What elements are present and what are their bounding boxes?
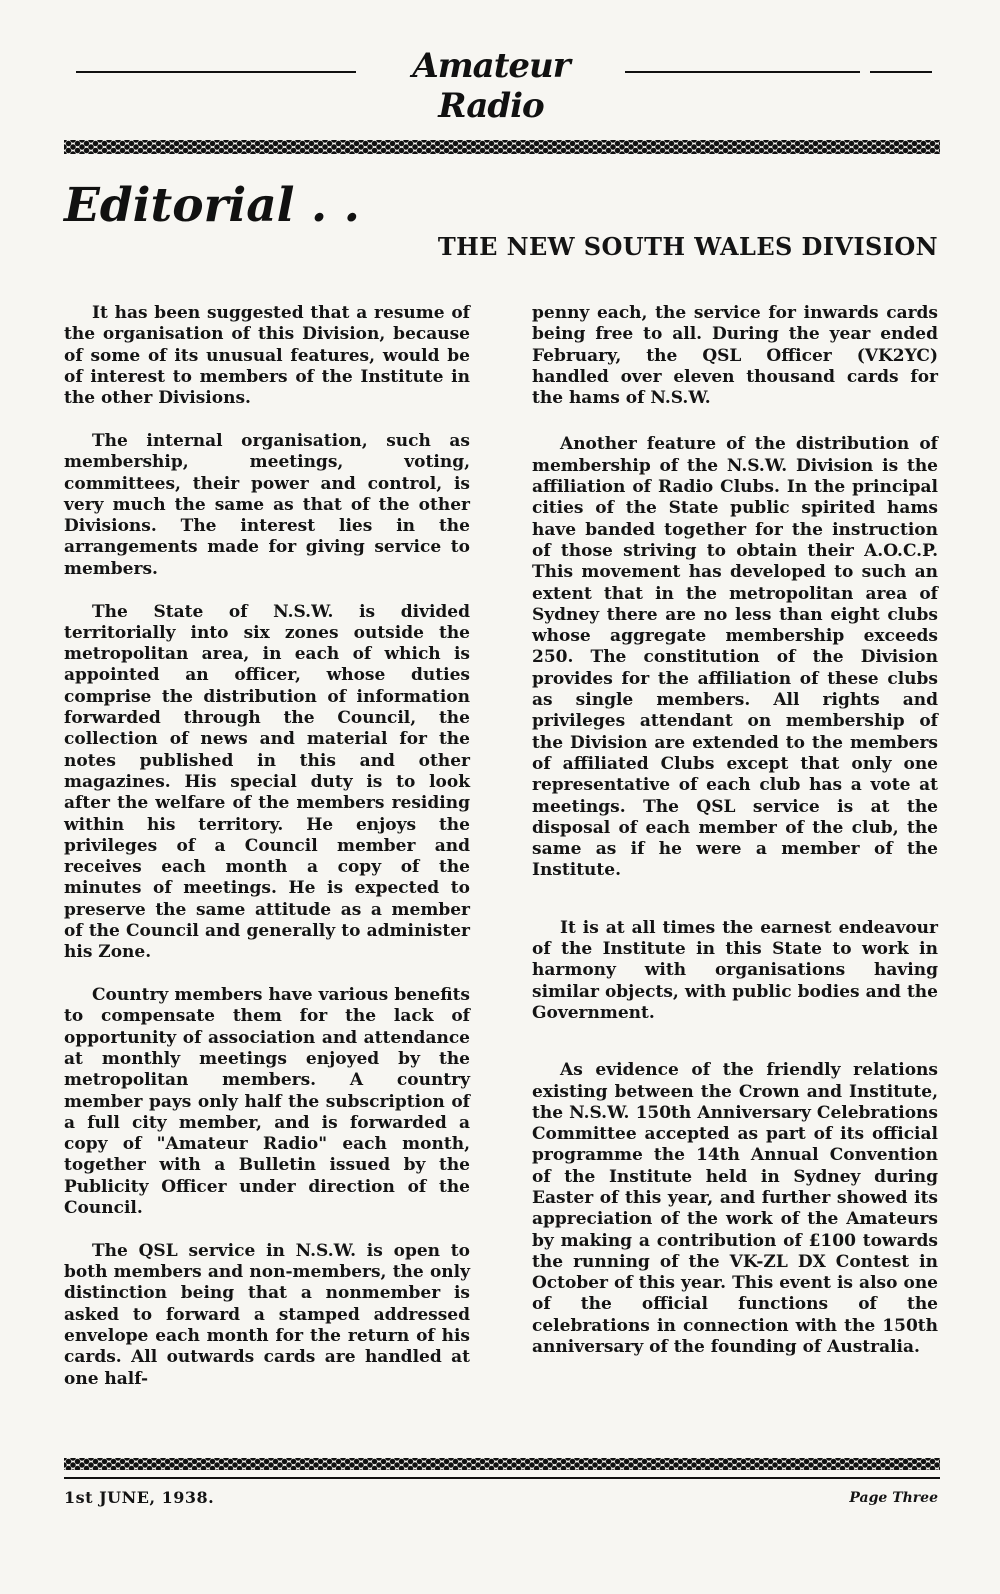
footer-rule [64, 1477, 940, 1479]
masthead-logo: Amateur Radio [412, 46, 570, 126]
decorative-band-bottom [64, 1458, 940, 1470]
editorial-subtitle: THE NEW SOUTH WALES DIVISION [437, 232, 938, 261]
masthead-rule-left [76, 71, 356, 73]
editorial-title: Editorial . . [64, 178, 360, 233]
paragraph: Country members have various benefits to compensate them for the lack of opportunity of association and attendance at monthly meetings enjoyed by the metropolitan members. A country member pays only half the subscription of a full city member, and is forwarded a copy of "Amateur Radio" each month, together with a Bulletin issued by the Publicity Officer under direction of the Council. [64, 985, 470, 1219]
paragraph: It is at all times the earnest endeavour of the Institute in this State to work in harmony with organisations having similar objects, with public bodies and the Government. [532, 917, 938, 1023]
right-column [532, 303, 938, 1358]
masthead-rule-right [625, 71, 860, 73]
masthead [70, 44, 932, 126]
paragraph: It has been suggested that a resume of the organisation of this Division, because of some of its unusual features, would be of interest to members of the Institute in the other Divisions. [64, 303, 470, 409]
page-number: Page Three [849, 1490, 938, 1506]
paragraph: The State of N.S.W. is divided territorially into six zones outside the metropolitan area, in each of which is appointed an officer, whose duties comprise the distribution of information forwarded through the Council, the collection of news and material for the notes published in this and other magazines. His special duty is to look after the welfare of the members residing within his territory. He enjoys the privileges of a Council member and receives each month a copy of the minutes of meetings. He is expected to preserve the same attitude as a member of the Council and generally to administer his Zone. [64, 601, 470, 963]
decorative-band-top [64, 140, 940, 154]
paragraph: Another feature of the distribution of membership of the N.S.W. Division is the affiliation of Radio Clubs. In the principal cities of the State public spirited hams have banded together for the instruction of those striving to obtain their A.O.C.P. This movement has developed to such an extent that in the metropolitan area of Sydney there are no less than eight clubs whose aggregate membership exceeds 250. The constitution of the Division provides for the affiliation of these clubs as single members. All rights and privileges attendant on membership of the Division are extended to the members of affiliated Clubs except that only one representative of each club has a vote at meetings. The QSL service is at the disposal of each member of the club, the same as if he were a member of the Institute. [532, 434, 938, 881]
left-column [64, 303, 470, 1390]
paragraph: The QSL service in N.S.W. is open to both members and non-members, the only distinction being that a nonmember is asked to forward a stamped addressed envelope each month for the return of his cards. All outwards cards are handled at one half- [64, 1240, 470, 1389]
issue-date: 1st JUNE, 1938. [64, 1488, 215, 1507]
paragraph-continued: penny each, the service for inwards cards being free to all. During the year ended February, the QSL Officer (VK2YC) handled over eleven thousand cards for the hams of N.S.W. [532, 303, 938, 409]
paragraph: The internal organisation, such as membership, meetings, voting, committees, their power and control, is very much the same as that of the other Divisions. The interest lies in the arrangements made for giving service to members. [64, 430, 470, 579]
masthead-rule-right-end [870, 71, 932, 73]
paragraph: As evidence of the friendly relations existing between the Crown and Institute, the N.S.W. 150th Anniversary Celebrations Committee accepted as part of its official programme the 14th Annual Convention of the Institute held in Sydney during Easter of this year, and further showed its appreciation of the work of the Amateurs by making a contribution of £100 towards the running of the VK-ZL DX Contest in October of this year. This event is also one of the official functions of the celebrations in connection with the 150th anniversary of the founding of Australia. [532, 1060, 938, 1358]
